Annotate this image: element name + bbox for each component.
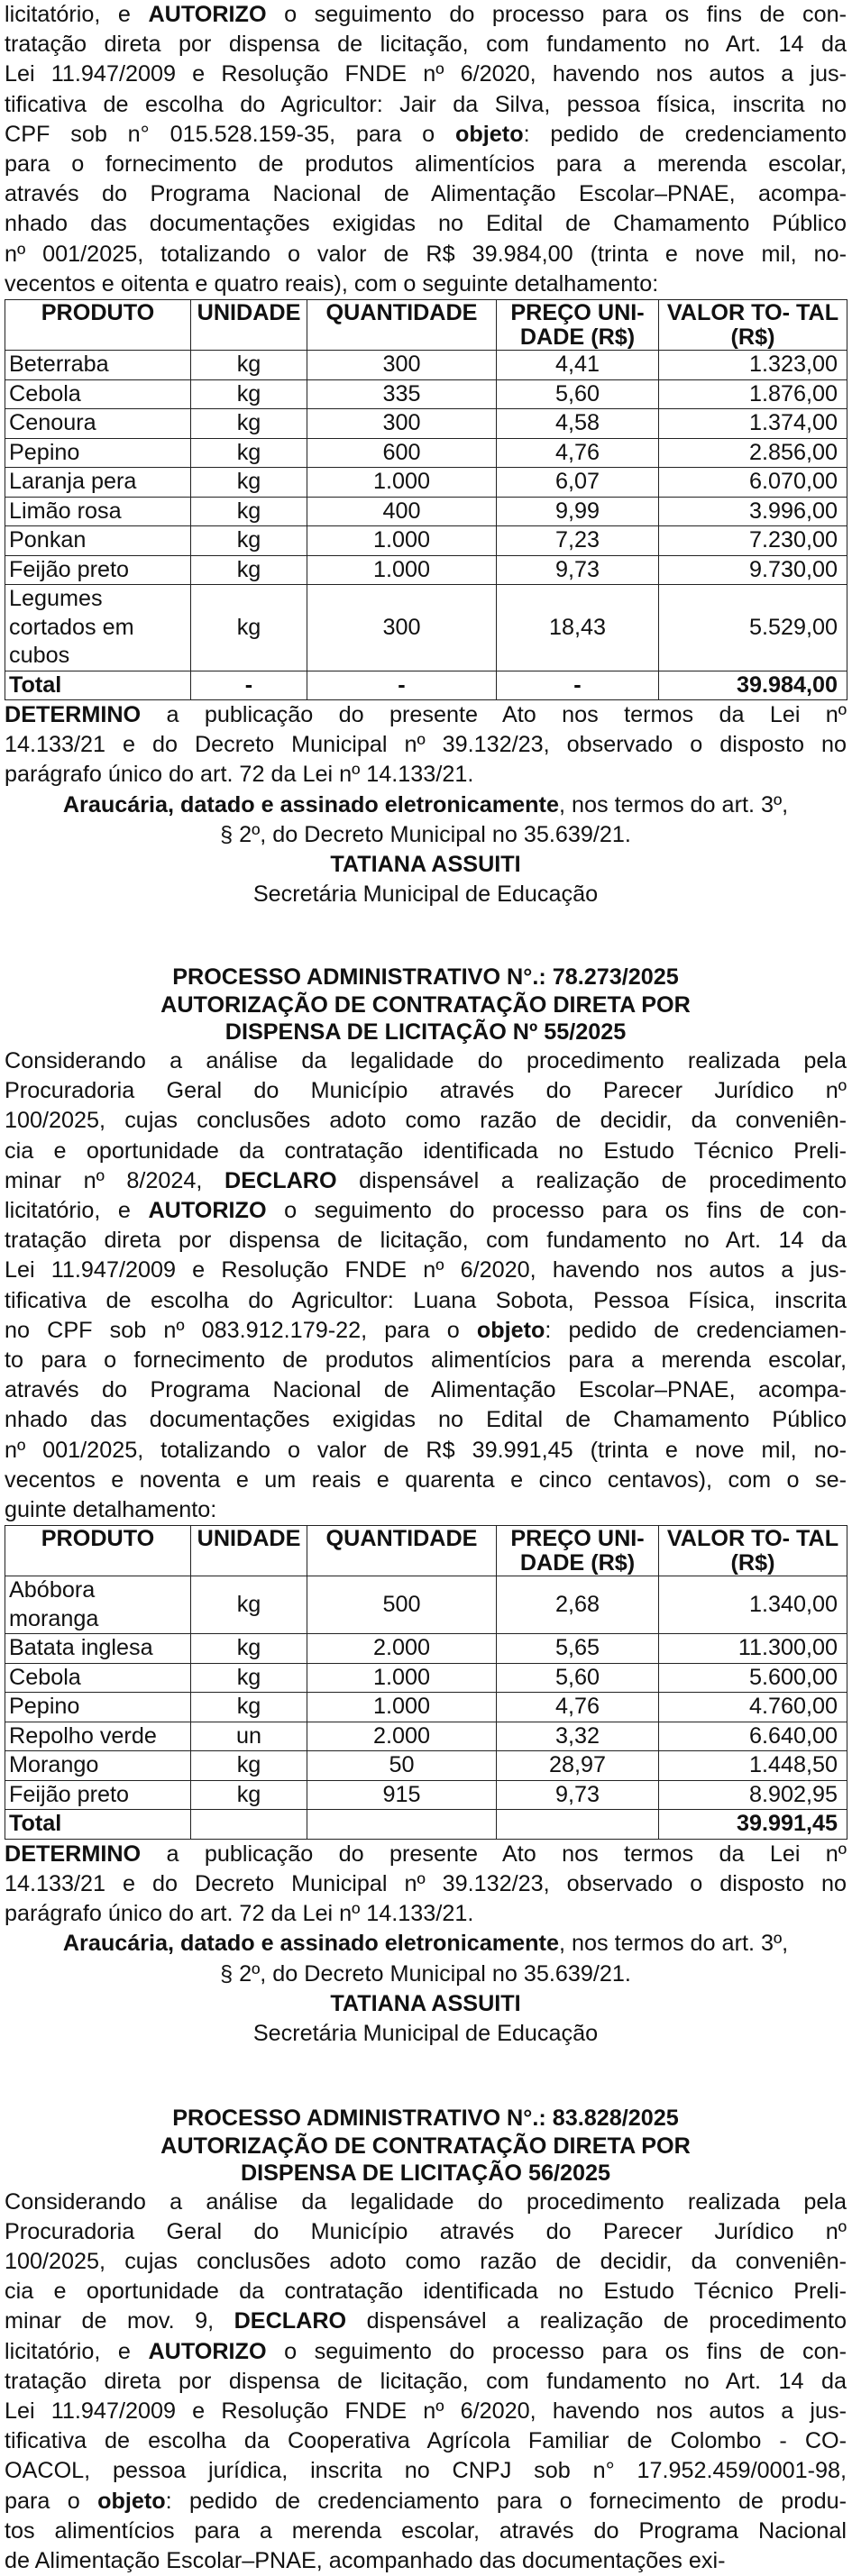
table-row [5,1722,847,1751]
table-cell: 9,73 [497,1780,659,1810]
text-line: 100/2025, cujas conclusões adoto como razão de decidir, da conveniên- [5,2249,847,2275]
table-cell: 2.856,00 [659,438,847,468]
text-line: tratação direta por dispensa de licitação, com fundamento no Art. 14 da [5,2368,847,2394]
text-line: 14.133/21 e do Decreto Municipal nº 39.132/23, observado o disposto no [5,1870,847,1896]
text-line: vecentos e noventa e um reais e quarenta e cinco centavos), com o se- [5,1466,847,1493]
doc2-signer-role: Secretária Municipal de Educação [252,2020,599,2046]
table-cell: 335 [307,379,497,409]
table-row [5,351,847,380]
text-line: Procuradoria Geral do Município através do Parecer Jurídico nº [5,1078,847,1104]
table-cell: 4,76 [497,438,659,468]
table-row [5,1576,847,1634]
table-cell: 1.374,00 [659,409,847,439]
section-spacer [5,2049,847,2105]
table-cell: 9.730,00 [659,555,847,585]
table-cell: 9,99 [497,497,659,526]
table-cell: 1.000 [307,468,497,498]
table-cell: 1.000 [307,1663,497,1693]
table-cell: kg [191,497,307,526]
column-header: QUANTIDADE [307,1526,497,1576]
doc2-heading-line2: AUTORIZAÇÃO DE CONTRATAÇÃO DIRETA POR [160,991,691,1018]
table-cell: 1.876,00 [659,379,847,409]
table-cell: Feijão preto [5,555,191,585]
table-cell: 1.340,00 [659,1576,847,1634]
table-cell: kg [191,1751,307,1781]
table-cell: kg [191,351,307,380]
doc1-signer-name: TATIANA ASSUITI [330,852,521,878]
text-line: CPF sob n° 015.528.159-35, para o objeto: pedido de credenciamento [5,121,847,147]
column-header: PRODUTO [5,300,191,351]
text-line: licitatório, e AUTORIZO o seguimento do processo para os fins de con- [5,1197,847,1223]
table-cell: Pepino [5,1693,191,1722]
table-cell: Morango [5,1751,191,1781]
table-cell: 3,32 [497,1722,659,1751]
table-cell: 300 [307,351,497,380]
text-line: 14.133/21 e do Decreto Municipal nº 39.132/23, observado o disposto no [5,732,847,758]
text-line: minar nº 8/2024, DECLARO dispensável a realização de procedimento [5,1167,847,1193]
table-cell: - [307,671,497,700]
table-row [5,438,847,468]
table-cell: kg [191,585,307,671]
doc2-signature-line2: § 2º, do Decreto Municipal no 35.639/21. [220,1960,631,1987]
table-cell: kg [191,555,307,585]
text-line: no CPF sob nº 083.912.179-22, para o objeto: pedido de credenciamen- [5,1317,847,1343]
table-cell [307,1810,497,1840]
doc1-table-body [5,351,847,700]
table-cell: kg [191,1634,307,1664]
table-cell: 3.996,00 [659,497,847,526]
doc1-intro [5,0,847,299]
table-cell: 1.000 [307,555,497,585]
text-line: DETERMINO a publicação do presente Ato nos termos da Lei nº [5,702,847,728]
table-cell: 4.760,00 [659,1693,847,1722]
text-line: tos alimentícios para a merenda escolar, através do Programa Nacional [5,2517,847,2544]
doc1-table-header [5,300,847,351]
table-cell: Cenoura [5,409,191,439]
table-row [5,468,847,498]
text-line: Lei 11.947/2009 e Resolução FNDE nº 6/2020, havendo nos autos a jus- [5,1257,847,1283]
text-line: tratação direta por dispensa de licitação, com fundamento no Art. 14 da [5,1228,847,1254]
doc1-signature-line2: § 2º, do Decreto Municipal no 35.639/21. [220,821,631,847]
table-cell: 1.323,00 [659,351,847,380]
text-line: parágrafo único do art. 72 da Lei nº 14.133/21. [5,762,474,788]
table-row [5,1634,847,1664]
text-line: licitatório, e AUTORIZO o seguimento do processo para os fins de con- [5,2338,847,2364]
text-line: Considerando a análise da legalidade do procedimento realizada pela [5,2188,847,2215]
text-line: Considerando a análise da legalidade do procedimento realizada pela [5,1047,847,1073]
table-cell: 915 [307,1780,497,1810]
doc2-table-header [5,1526,847,1576]
table-cell: Ponkan [5,526,191,556]
table-cell: Beterraba [5,351,191,380]
text-line: através do Programa Nacional de Alimentação Escolar–PNAE, acompa- [5,181,847,207]
table-cell: Feijão preto [5,1780,191,1810]
table-cell: 5,60 [497,379,659,409]
text-line: licitatório, e AUTORIZO o seguimento do processo para os fins de con- [5,2,847,27]
column-header: PREÇO UNI- DADE (R$) [497,1526,659,1576]
table-cell: kg [191,1693,307,1722]
table-cell: kg [191,468,307,498]
column-header: QUANTIDADE [307,300,497,351]
doc2-table-body [5,1576,847,1840]
doc2-body [5,1046,847,1525]
table-row [5,526,847,556]
table-cell: 300 [307,409,497,439]
table-cell: - [191,671,307,700]
text-line: nhado das documentações exigidas no Edital de Chamamento Público [5,211,847,237]
table-cell: Pepino [5,438,191,468]
table-cell: 5.600,00 [659,1663,847,1693]
table-cell: Cebola [5,1663,191,1693]
doc1-determino [5,700,847,790]
table-cell: Cebola [5,379,191,409]
table-cell: 5,60 [497,1663,659,1693]
table-cell: 1.448,50 [659,1751,847,1781]
doc2-products-table [5,1525,847,1840]
text-line: tratação direta por dispensa de licitação, com fundamento no Art. 14 da [5,32,847,58]
table-cell [497,1810,659,1840]
table-cell: 6,07 [497,468,659,498]
table-cell: 28,97 [497,1751,659,1781]
table-cell: 39.984,00 [659,671,847,700]
table-cell: un [191,1722,307,1751]
doc1-signer-role: Secretária Municipal de Educação [252,882,599,908]
column-header: PRODUTO [5,1526,191,1576]
table-header-row [5,300,847,351]
doc3-heading-line1: PROCESSO ADMINISTRATIVO N°.: 83.828/2025 [172,2106,679,2132]
table-cell: 1.000 [307,526,497,556]
table-cell: Total [5,1810,191,1840]
table-cell: kg [191,438,307,468]
text-line: minar de mov. 9, DECLARO dispensável a realização de procedimento [5,2308,847,2334]
table-row [5,1693,847,1722]
table-row [5,555,847,585]
table-cell: 600 [307,438,497,468]
column-header: UNIDADE [191,300,307,351]
doc2-signature-line1: Araucária, datado e assinado eletronicamente, nos termos do art. 3º, [62,1931,789,1957]
table-cell: Abóbora moranga [5,1576,191,1634]
table-row [5,1780,847,1810]
text-line: cia e oportunidade da contratação identificada no Estudo Técnico Preli- [5,1137,847,1164]
column-header: UNIDADE [191,1526,307,1576]
doc2-signer-name: TATIANA ASSUITI [330,1990,521,2016]
section-spacer [5,909,847,964]
table-row [5,1751,847,1781]
text-line: guinte detalhamento: [5,1497,217,1522]
table-cell: Repolho verde [5,1722,191,1751]
table-cell: 2.000 [307,1722,497,1751]
text-line: tificativa de escolha do Agricultor: Jair da Silva, pessoa física, inscrita no [5,91,847,117]
text-line: de Alimentação Escolar–PNAE, acompanhado das documentações exi- [5,2548,726,2574]
text-line: cia e oportunidade da contratação identificada no Estudo Técnico Preli- [5,2279,847,2305]
text-line: OACOL, pessoa jurídica, inscrita no CNPJ sob n° 17.952.459/0001-98, [5,2458,847,2484]
table-cell: 1.000 [307,1693,497,1722]
doc2-heading-line1: PROCESSO ADMINISTRATIVO N°.: 78.273/2025 [172,964,679,991]
doc1-products-table [5,299,847,700]
table-cell: 4,76 [497,1693,659,1722]
doc3-heading-line3: DISPENSA DE LICITAÇÃO 56/2025 [240,2160,611,2187]
text-line: tificativa de escolha do Agricultor: Luana Sobota, Pessoa Física, inscrita [5,1287,847,1313]
table-cell: 7.230,00 [659,526,847,556]
table-cell: 18,43 [497,585,659,671]
table-cell: 5.529,00 [659,585,847,671]
table-cell: 5,65 [497,1634,659,1664]
table-cell: 39.991,45 [659,1810,847,1840]
table-header-row [5,1526,847,1576]
table-cell: kg [191,1576,307,1634]
text-line: vecentos e oitenta e quatro reais), com o seguinte detalhamento: [5,270,659,297]
text-line: através do Programa Nacional de Alimentação Escolar–PNAE, acompa- [5,1377,847,1403]
table-total-row [5,1810,847,1840]
table-cell: Laranja pera [5,468,191,498]
doc2-heading-line3: DISPENSA DE LICITAÇÃO Nº 55/2025 [224,1019,627,1046]
doc3-heading-line2: AUTORIZAÇÃO DE CONTRATAÇÃO DIRETA POR [160,2133,691,2159]
table-cell: 7,23 [497,526,659,556]
text-line: to para o fornecimento de produtos alimentícios para a merenda escolar, [5,1347,847,1373]
doc3-body [5,2188,847,2576]
text-line: nº 001/2025, totalizando o valor de R$ 39.991,45 (trinta e nove mil, no- [5,1437,847,1463]
table-cell: 9,73 [497,555,659,585]
text-line: Lei 11.947/2009 e Resolução FNDE nº 6/2020, havendo nos autos a jus- [5,2398,847,2425]
column-header: VALOR TO- TAL (R$) [659,300,847,351]
table-cell: 500 [307,1576,497,1634]
table-cell: 6.640,00 [659,1722,847,1751]
table-row [5,409,847,439]
text-line: Lei 11.947/2009 e Resolução FNDE nº 6/2020, havendo nos autos a jus- [5,61,847,87]
table-cell: 4,41 [497,351,659,380]
table-cell [191,1810,307,1840]
table-cell: 11.300,00 [659,1634,847,1664]
table-total-row [5,671,847,700]
table-row [5,497,847,526]
table-cell: 4,58 [497,409,659,439]
column-header: PREÇO UNI- DADE (R$) [497,300,659,351]
table-cell: Legumes cortados em cubos [5,585,191,671]
text-line: nº 001/2025, totalizando o valor de R$ 39.984,00 (trinta e nove mil, no- [5,241,847,267]
table-cell: Limão rosa [5,497,191,526]
table-cell: Total [5,671,191,700]
table-cell: kg [191,379,307,409]
table-row [5,1663,847,1693]
table-row [5,379,847,409]
text-line: nhado das documentações exigidas no Edital de Chamamento Público [5,1407,847,1433]
table-cell: kg [191,1780,307,1810]
doc1-signature-line1: Araucária, datado e assinado eletronicamente, nos termos do art. 3º, [62,791,789,818]
table-cell: kg [191,409,307,439]
table-cell: 8.902,95 [659,1780,847,1810]
table-cell: kg [191,526,307,556]
table-cell: 300 [307,585,497,671]
doc2-determino [5,1840,847,1930]
table-cell: Batata inglesa [5,1634,191,1664]
text-line: Procuradoria Geral do Município através do Parecer Jurídico nº [5,2218,847,2244]
table-cell: - [497,671,659,700]
table-cell: 6.070,00 [659,468,847,498]
table-cell: 2,68 [497,1576,659,1634]
table-row [5,585,847,671]
text-line: tificativa de escolha da Cooperativa Agrícola Familiar de Colombo - CO- [5,2428,847,2454]
column-header: VALOR TO- TAL (R$) [659,1526,847,1576]
table-cell: kg [191,1663,307,1693]
text-line: parágrafo único do art. 72 da Lei nº 14.133/21. [5,1901,474,1927]
text-line: para o fornecimento de produtos alimentícios para a merenda escolar, [5,151,847,178]
table-cell: 2.000 [307,1634,497,1664]
table-cell: 400 [307,497,497,526]
text-line: para o objeto: pedido de credenciamento para o fornecimento de produ- [5,2488,847,2514]
text-line: DETERMINO a publicação do presente Ato nos termos da Lei nº [5,1841,847,1867]
text-line: 100/2025, cujas conclusões adoto como razão de decidir, da conveniên- [5,1108,847,1134]
table-cell: 50 [307,1751,497,1781]
